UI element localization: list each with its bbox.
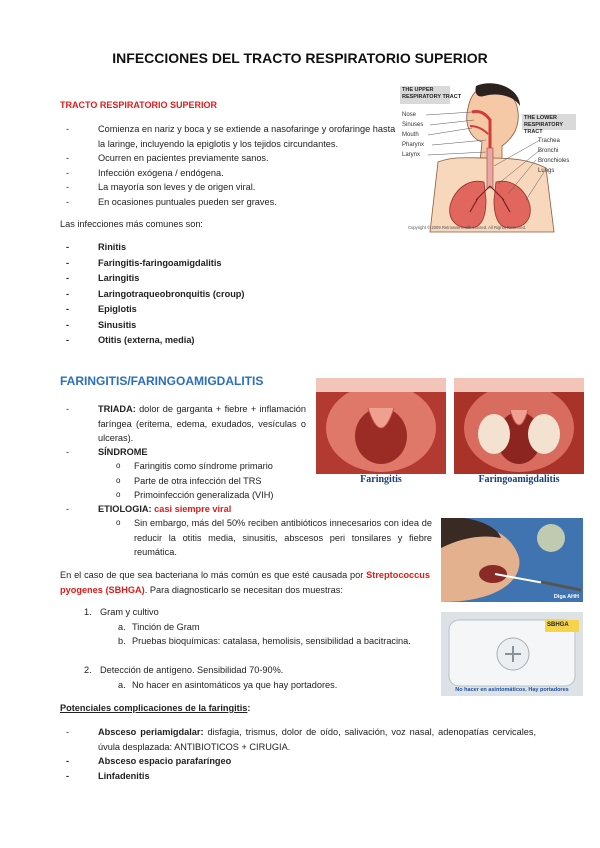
list-item: - Ocurren en pacientes previamente sanos. xyxy=(66,151,396,166)
list-item: o Primoinfección generalizada (VIH) xyxy=(110,488,330,503)
sindrome-item: - SÍNDROME xyxy=(66,445,148,460)
common-infections-list xyxy=(66,240,366,349)
list-item: o Faringitis como síndrome primario xyxy=(110,459,330,474)
complications-heading-text: Potenciales complicaciones de la faringitis xyxy=(60,703,248,713)
diagram-label: Mouth xyxy=(402,132,419,138)
list-item: - En ocasiones puntuales pueden ser graves. xyxy=(66,195,396,210)
photo-caption: Faringoamigdalitis xyxy=(478,474,560,485)
list-item: o Sin embargo, más del 50% reciben antibióticos innecesarios con idea de reducir la otitis media, sinusitis, abscesos peri tonsilares y fiebre reumática. xyxy=(110,516,432,560)
list-item: o Parte de otra infección del TRS xyxy=(110,474,330,489)
diagram-copyright: Copyright © 2009 RetrowellHealth Limited. All Rights Reserved. xyxy=(408,225,527,230)
list-item: - Otitis (externa, media) xyxy=(66,333,366,349)
diagram-label: Lungs xyxy=(538,168,555,174)
sample-1a xyxy=(118,620,200,635)
complications-list xyxy=(66,754,366,783)
diagram-upper-label: THE UPPER xyxy=(402,87,434,93)
diagram-lower-label: THE LOWER xyxy=(524,115,557,121)
common-infections-intro: Las infecciones más comunes son: xyxy=(60,219,203,229)
sample-1b-text: Pruebas bioquímicas: catalasa, hemolisis, sensibilidad a bacitracina. xyxy=(132,636,411,646)
sample-1-text: Gram y cultivo xyxy=(100,607,159,617)
etiologia-value: casi siempre viral xyxy=(154,504,232,514)
list-letter: a. xyxy=(118,622,126,632)
test-caption: No hacer en asintomáticos. Hay portadores xyxy=(455,687,569,693)
etiologia-label: ETIOLOGIA: xyxy=(98,504,152,514)
complication-item: - Absceso periamigdalar: disfagia, trismus, dolor de oído, salivación, voz nasal, adenopatías cervicales, úvula desplazada: ANTIBIOTICOS + CIRUGIA. xyxy=(66,727,536,752)
bacterial-highlight: Streptococcus pyogenes (SBHGA) xyxy=(60,570,430,595)
respiratory-tract-diagram xyxy=(398,82,576,234)
throat-swab-photo xyxy=(441,518,583,602)
list-item: - Infección exógena / endógena. xyxy=(66,166,396,181)
triada-text: dolor de garganta + fiebre + inflamación faríngea (eritema, edema, exudados, vesículas o ulceras). xyxy=(98,404,306,443)
list-number: 1. xyxy=(84,607,92,617)
list-item: - Laringotraqueobronquitis (croup) xyxy=(66,287,366,303)
diagram-label: Nose xyxy=(402,112,417,118)
throat-photo-illustration xyxy=(316,378,584,474)
sindrome-label: SÍNDROME xyxy=(98,447,148,457)
diagram-label: Sinuses xyxy=(402,122,424,128)
diagram-upper-label: RESPIRATORY TRACT xyxy=(402,94,462,100)
urt-bullet-list xyxy=(66,122,396,209)
list-letter: a. xyxy=(118,680,126,690)
list-letter: b. xyxy=(118,636,126,646)
bacterial-text: En el caso de que sea bacteriana lo más común es que esté causada por xyxy=(60,570,367,580)
absceso-label: Absceso periamigdalar: xyxy=(98,727,204,737)
sample-2 xyxy=(84,663,283,678)
diagram-label: Pharynx xyxy=(402,142,425,148)
diagram-label: Bronchioles xyxy=(538,158,570,164)
throat-photos xyxy=(316,378,584,490)
sample-1a-text: Tinción de Gram xyxy=(132,622,200,632)
bacterial-text: . Para diagnosticarlo se necesitan dos muestras: xyxy=(144,584,343,595)
etiologia-item: - ETIOLOGIA: casi siempre viral xyxy=(66,504,232,514)
diagram-label: Larynx xyxy=(402,152,421,158)
test-badge: SBHGA xyxy=(547,622,569,628)
list-item: - Laringitis xyxy=(66,271,366,287)
list-item: - Linfadenitis xyxy=(66,769,366,784)
etiologia-sub-list xyxy=(110,516,432,560)
page-title: INFECCIONES DEL TRACTO RESPIRATORIO SUPERIOR xyxy=(112,50,488,66)
list-item: - Comienza en nariz y boca y se extiende a nasofaringe y orofaringe hasta la laringe, incluyendo la epiglotis y los tejidos circundantes. xyxy=(66,122,396,151)
list-item: - Sinusitis xyxy=(66,318,366,334)
list-item: - Rinitis xyxy=(66,240,366,256)
sample-1 xyxy=(84,605,159,620)
photo-caption: Faringitis xyxy=(360,474,402,485)
complications-heading-colon: : xyxy=(247,703,251,713)
swab-illustration xyxy=(441,518,583,602)
list-item: - La mayoría son leves y de origen viral. xyxy=(66,180,396,195)
diagram-label: Bronchi xyxy=(538,148,559,154)
triada-item: - TRIADA: dolor de garganta + fiebre + inflamación faríngea (eritema, edema, exudados, vesículas o ulceras). xyxy=(66,404,306,443)
diagram-label: Trachea xyxy=(538,138,560,144)
absceso-text: disfagia, trismus, dolor de oído, salivación, voz nasal, adenopatías cervicales, úvula desplazada: ANTIBIOTICOS + CIRUGIA. xyxy=(98,727,536,752)
list-item: - Epiglotis xyxy=(66,302,366,318)
complications-heading xyxy=(60,701,250,716)
triada-label: TRIADA: xyxy=(98,404,136,414)
section-heading-urt: TRACTO RESPIRATORIO SUPERIOR xyxy=(60,100,218,110)
diagram-lower-label: RESPIRATORY TRACT xyxy=(524,122,563,135)
section-heading-faringitis: FARINGITIS/FARINGOAMIGDALITIS xyxy=(60,374,264,388)
list-item: - Faringitis-faringoamigdalitis xyxy=(66,256,366,272)
antigen-test-photo xyxy=(441,612,583,696)
sample-2a xyxy=(118,678,337,693)
bacterial-paragraph xyxy=(60,568,430,597)
sample-2-text: Detección de antígeno. Sensibilidad 70-90%. xyxy=(100,665,284,675)
swab-caption: Diga AHH xyxy=(553,594,579,600)
sample-2a-text: No hacer en asintomáticos ya que hay portadores. xyxy=(132,680,338,690)
sample-1b xyxy=(118,634,430,649)
sindrome-list xyxy=(110,459,330,503)
list-number: 2. xyxy=(84,665,92,675)
list-item: - Absceso espacio parafaríngeo xyxy=(66,754,366,769)
